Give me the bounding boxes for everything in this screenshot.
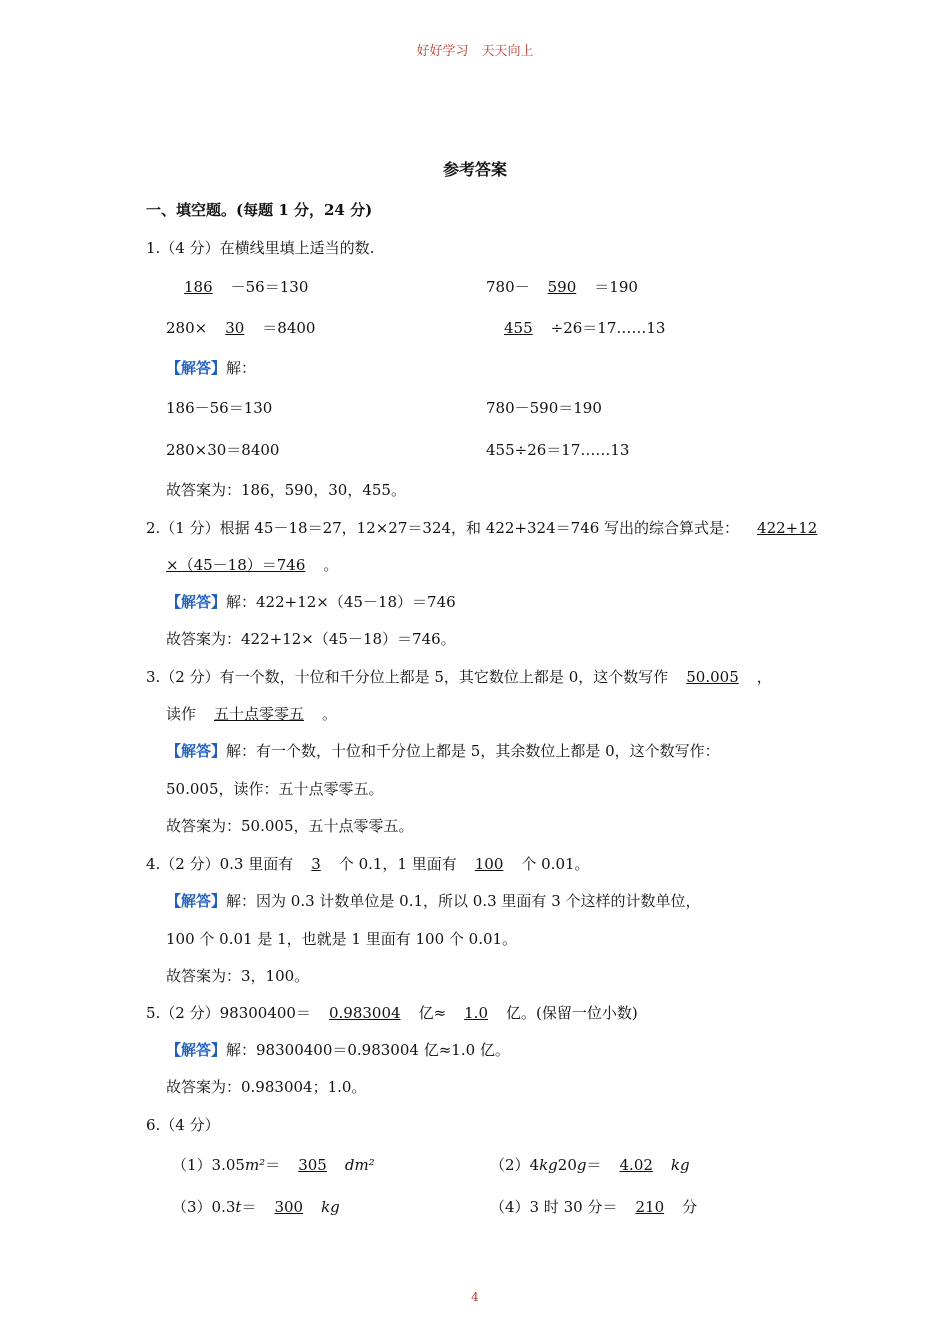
answer-blank: 0.983004: [328, 1004, 401, 1022]
q1-solution-3: 280×30＝8400: [166, 441, 280, 459]
q6-part-2: （2）4kg20g＝ 4.02 kg: [490, 1156, 690, 1174]
answer-blank: 455: [504, 319, 533, 337]
q6-part-4: （4）3 时 30 分＝ 210 分: [490, 1198, 698, 1216]
q1-fill-1: 186 －56＝130: [166, 277, 308, 297]
answer-blank: ×（45－18）＝746: [166, 556, 306, 574]
answer-tag: 【解答】: [166, 892, 227, 910]
q4-result: 故答案为：3，100。: [166, 967, 310, 985]
q1-stem: 1.（4 分）在横线里填上适当的数.: [146, 239, 375, 257]
answer-tag: 【解答】: [166, 359, 227, 377]
q4-solution-2: 100 个 0.01 是 1，也就是 1 里面有 100 个 0.01。: [166, 930, 518, 948]
answer-blank: 305: [298, 1156, 327, 1174]
q1-result: 故答案为：186，590，30，455。: [166, 481, 406, 499]
q2-solution: 【解答】解：422+12×（45－18）＝746: [166, 593, 456, 611]
page-header: 好好学习 天天向上: [416, 44, 534, 59]
q4-solution-1: 【解答】解：因为 0.3 计数单位是 0.1，所以 0.3 里面有 3 个这样的计数单位，: [166, 892, 701, 910]
answer-blank: 186: [184, 278, 213, 296]
q1-fill-4: 455 ÷26＝17……13: [486, 318, 665, 338]
q6-part-3: （3）0.3t＝ 300 kg: [172, 1198, 340, 1216]
q3-solution-1: 【解答】解：有一个数，十位和千分位上都是 5，其余数位上都是 0，这个数写作：: [166, 742, 720, 760]
answer-blank: 300: [274, 1198, 304, 1216]
answer-tag: 【解答】: [166, 742, 227, 760]
q6-stem: 6.（4 分）: [146, 1116, 220, 1134]
q1-fill-3: 280× 30 ＝8400: [166, 319, 316, 337]
q2-stem: 2.（1 分）根据 45－18＝27，12×27＝324，和 422+324＝746 写出的综合算式是： 422+12: [146, 519, 818, 537]
q3-solution-2: 50.005，读作：五十点零零五。: [166, 780, 384, 798]
q1-solution-2: 780－590＝190: [486, 399, 602, 417]
q2-result: 故答案为：422+12×（45－18）＝746。: [166, 630, 456, 648]
answer-blank: 210: [635, 1198, 665, 1216]
q5-stem: 5.（2 分）98300400＝ 0.983004 亿≈ 1.0 亿。(保留一位小数): [146, 1004, 638, 1022]
q5-result: 故答案为：0.983004；1.0。: [166, 1078, 367, 1096]
answer-blank: 五十点零零五: [214, 705, 305, 723]
q3-stem: 3.（2 分）有一个数，十位和千分位上都是 5，其它数位上都是 0，这个数写作 50.005 ，: [146, 668, 772, 686]
section-heading: 一、填空题。(每题 1 分，24 分): [146, 201, 373, 219]
answer-tag: 【解答】: [166, 1041, 227, 1059]
page-number: 4: [471, 1290, 479, 1304]
q3-read: 读作 五十点零零五 。: [166, 705, 338, 723]
q4-stem: 4.（2 分）0.3 里面有 3 个 0.1，1 里面有 100 个 0.01。: [146, 855, 590, 873]
q2-stem-cont: ×（45－18）＝746 。: [166, 556, 339, 574]
answer-blank: 1.0: [464, 1004, 488, 1022]
answer-tag: 【解答】: [166, 593, 227, 611]
answer-blank: 3: [311, 855, 321, 873]
q1-fill-2: 780－ 590 ＝190: [486, 278, 638, 296]
answer-blank: 4.02: [619, 1156, 653, 1174]
page-title: 参考答案: [442, 160, 507, 179]
q5-solution: 【解答】解：98300400＝0.983004 亿≈1.0 亿。: [166, 1041, 510, 1059]
q1-solution-4: 455÷26＝17……13: [486, 441, 630, 459]
q3-result: 故答案为：50.005，五十点零零五。: [166, 817, 414, 835]
answer-blank: 100: [474, 855, 504, 873]
q1-solution-1: 186－56＝130: [166, 399, 273, 417]
answer-blank: 50.005: [686, 668, 739, 686]
answer-blank: 422+12: [757, 519, 818, 537]
answer-blank: 30: [225, 319, 245, 337]
q1-solution-label: 【解答】解：: [166, 359, 257, 377]
q6-part-1: （1）3.05m²＝ 305 dm²: [172, 1156, 375, 1174]
answer-blank: 590: [547, 278, 577, 296]
